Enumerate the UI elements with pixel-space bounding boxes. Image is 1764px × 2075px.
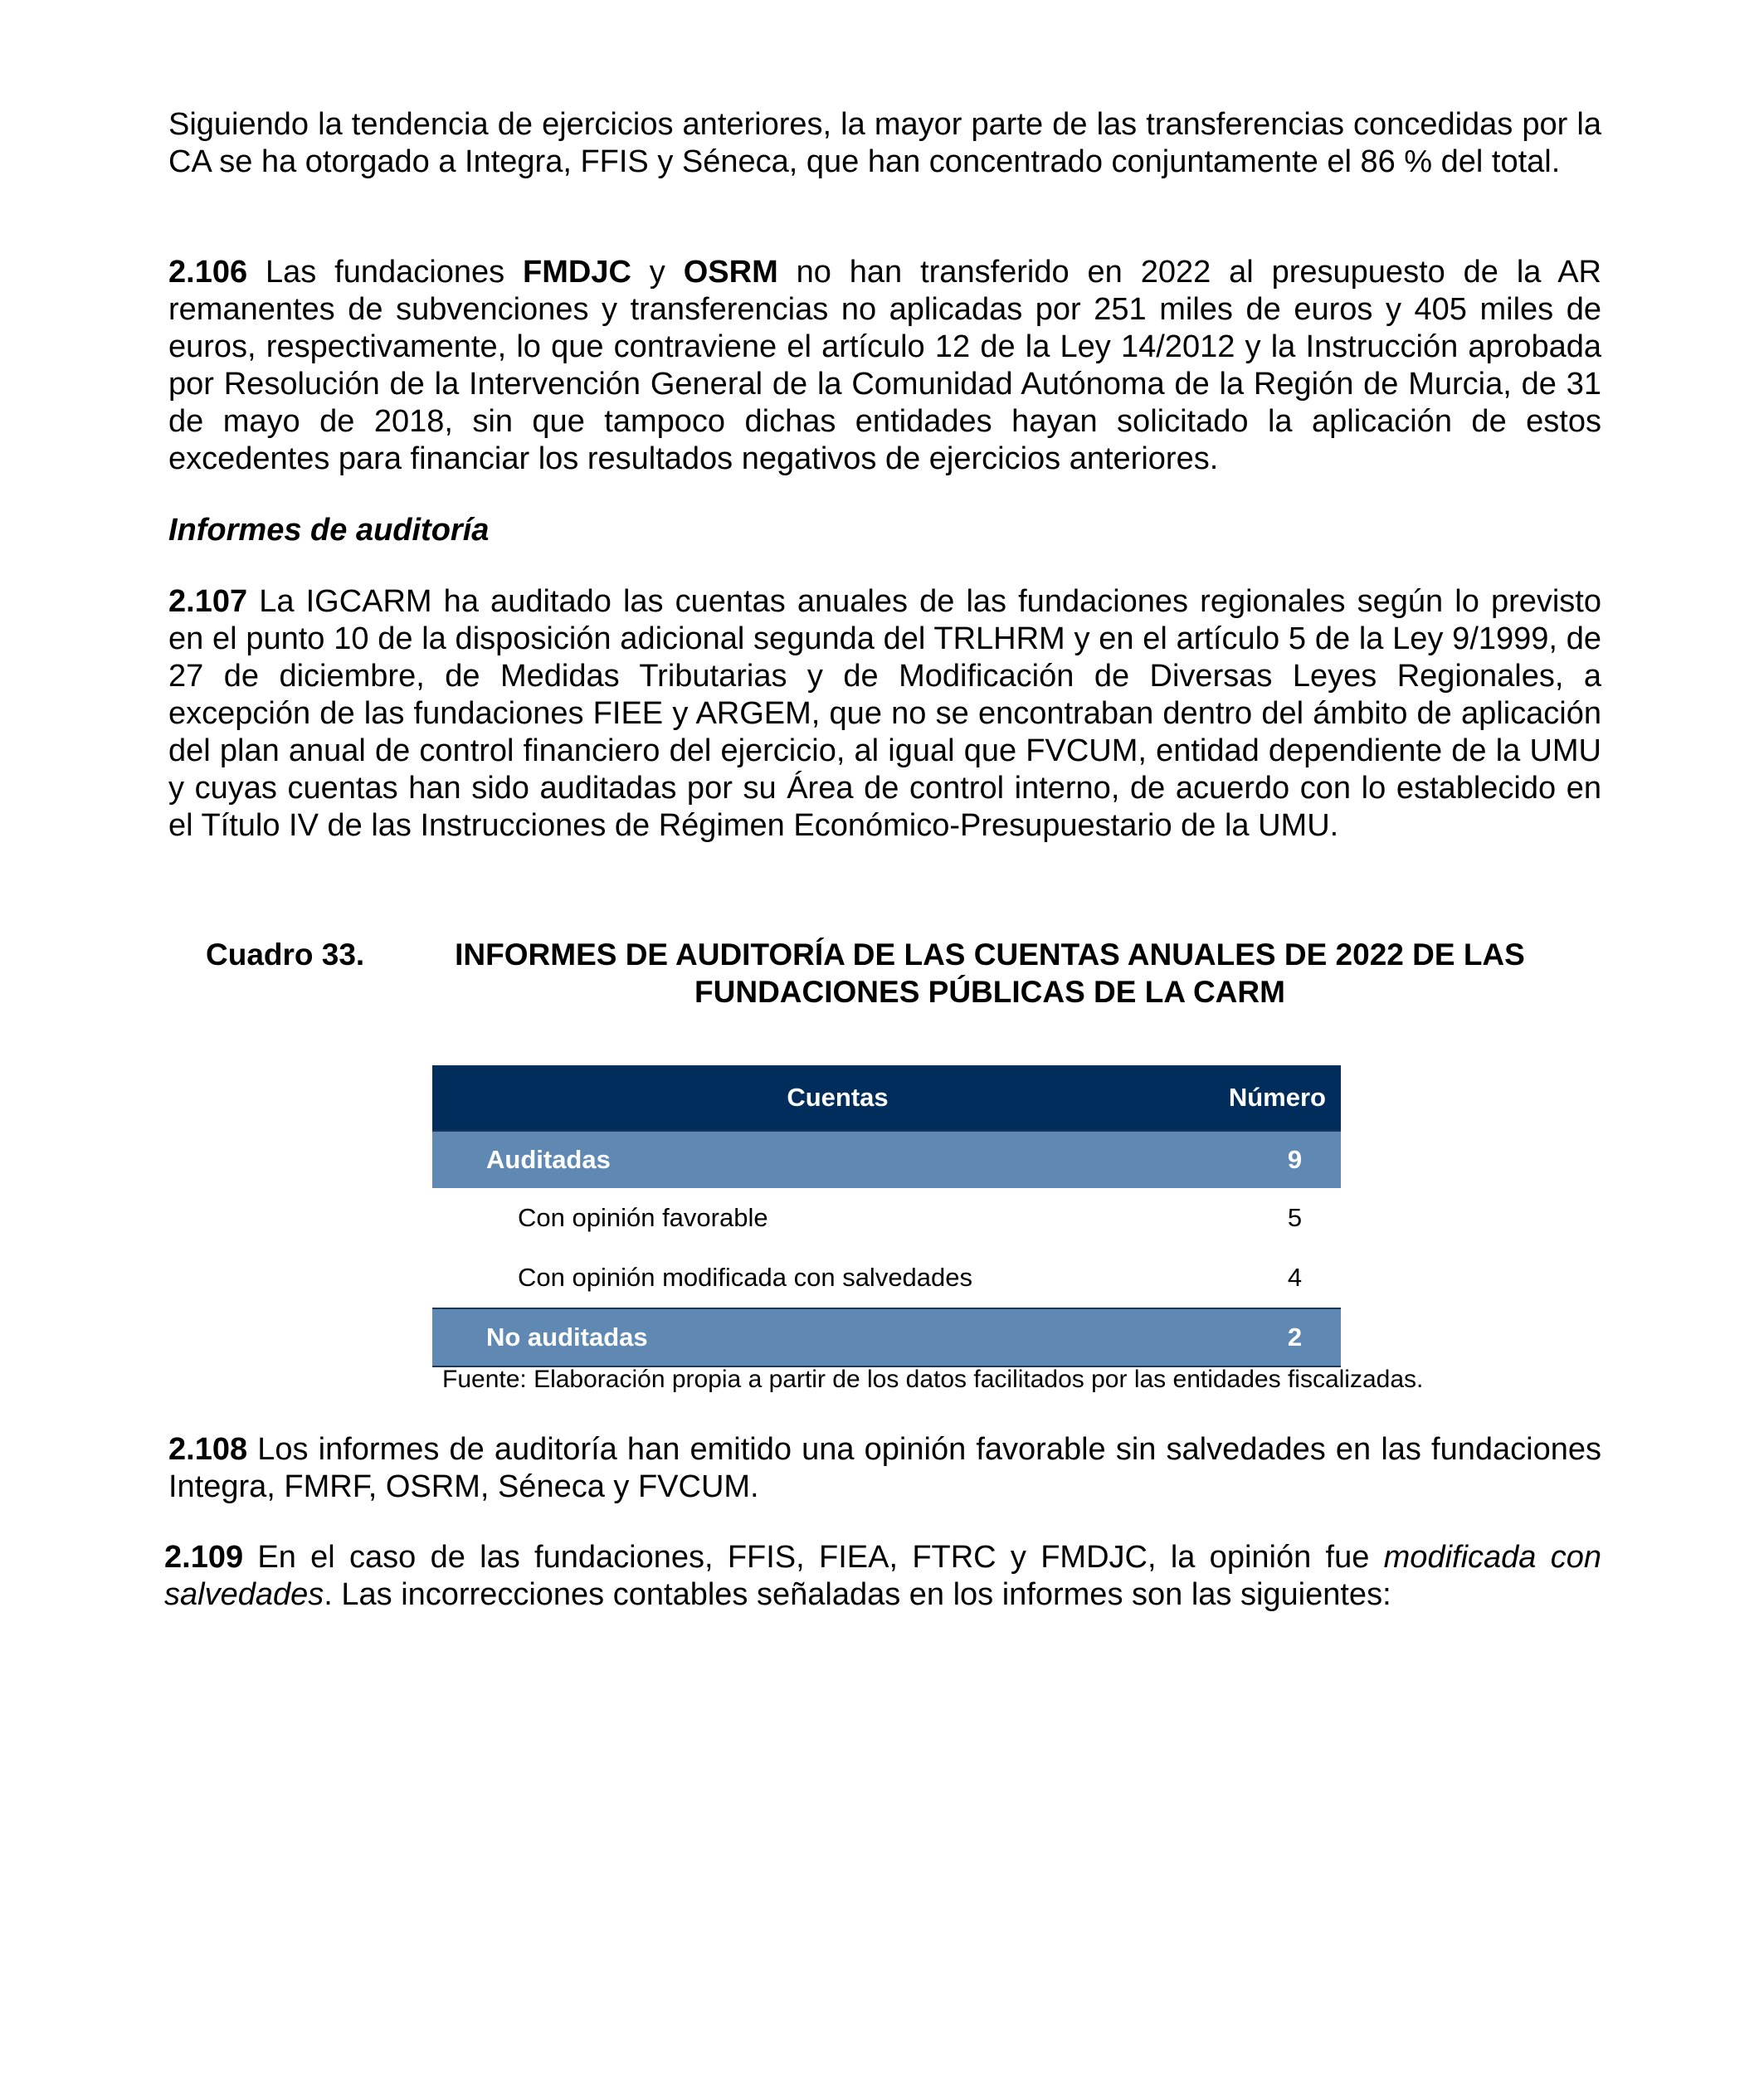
row-value: 9	[1193, 1131, 1341, 1188]
paragraph-intro: Siguiendo la tendencia de ejercicios anteriores, la mayor parte de las transferencias concedidas por la CA se ha otorgado a Integra, FFIS y Séneca, que han concentrado conjuntamente el 86 % del total.	[168, 107, 1601, 179]
table-row-favorable	[432, 1188, 1341, 1248]
row-value: 2	[1193, 1308, 1341, 1366]
paragraph-text: Los informes de auditoría han emitido una opinión favorable sin salvedades en las fundaciones Integra, FMRF, OSRM, Séneca y FVCUM.	[168, 1432, 1601, 1504]
paragraph-text: La IGCARM ha auditado las cuentas anuales de las fundaciones regionales según lo previsto en el punto 10 de la disposición adicional segunda del TRLHRM y en el artículo 5 de la Ley 9/1999, de 27 de diciembre, de Medidas Tributarias y de Modificación de Diversas Leyes Regionales, a excepción de las fundaciones FIEE y ARGEM, que no se encontraban dentro del ámbito de aplicación del plan anual de control financiero del ejercicio, al igual que FVCUM, entidad dependiente de la UMU y cuyas cuentas han sido auditadas por su Área de control interno, de acuerdo con lo establecido en el Título IV de las Instrucciones de Régimen Económico-Presupuestario de la UMU.	[168, 584, 1601, 843]
row-label: No auditadas	[432, 1308, 1193, 1366]
audit-table	[432, 1065, 1341, 1367]
row-label: Con opinión modificada con salvedades	[518, 1263, 973, 1292]
paragraph-2-106	[168, 254, 1601, 478]
paragraph-number: 2.106	[168, 255, 248, 290]
table-number: Cuadro 33.	[206, 938, 365, 972]
table-row-auditadas	[432, 1131, 1341, 1188]
paragraph-text: no han transferido en 2022 al presupuesto de la AR remanentes de subvenciones y transferencias no aplicadas por 251 miles de euros y 405 miles de euros, respectivamente, lo que contraviene el artículo 12 de la Ley 14/2012 y la Instrucción aprobada por Resolución de la Intervención General de la Comunidad Autónoma de la Región de Murcia, de 31 de mayo de 2018, sin que tampoco dichas entidades hayan solicitado la aplicación de estos excedentes para financiar los resultados negativos de ejercicios anteriores.	[168, 255, 1601, 476]
paragraph-text: y	[631, 255, 684, 290]
header-numero: Número	[1193, 1065, 1341, 1131]
row-label: Auditadas	[432, 1131, 1193, 1188]
paragraph-2-108	[168, 1431, 1601, 1506]
paragraph-text: Las fundaciones	[247, 255, 524, 290]
paragraph-2-109	[164, 1539, 1601, 1614]
table-row-salvedades	[432, 1248, 1341, 1308]
table-source: Fuente: Elaboración propia a partir de los datos facilitados por las entidades fiscalizadas.	[442, 1366, 1424, 1393]
header-cuentas: Cuentas	[432, 1065, 1193, 1131]
section-heading: Informes de auditoría	[168, 513, 490, 548]
table-row-no-auditadas	[432, 1308, 1341, 1366]
paragraph-text: En el caso de las fundaciones, FFIS, FIEA, FTRC y FMDJC, la opinión fue	[243, 1540, 1384, 1575]
paragraph-number: 2.108	[168, 1432, 248, 1467]
emphasis-text: modificada con salvedades	[164, 1540, 1601, 1612]
paragraph-number: 2.109	[164, 1540, 244, 1575]
row-label: Con opinión favorable	[518, 1203, 768, 1232]
row-value: 4	[1287, 1263, 1303, 1292]
entity-osrm: OSRM	[683, 255, 778, 290]
paragraph-2-107	[168, 583, 1601, 845]
paragraph-text: . Las incorrecciones contables señaladas en los informes son las siguientes:	[324, 1577, 1391, 1612]
table-header-row	[432, 1065, 1341, 1131]
row-value: 5	[1287, 1203, 1303, 1232]
entity-fmdjc: FMDJC	[523, 255, 631, 290]
table-title: INFORMES DE AUDITORÍA DE LAS CUENTAS ANUALES DE 2022 DE LAS FUNDACIONES PÚBLICAS DE LA CARM	[455, 938, 1525, 1009]
paragraph-number: 2.107	[168, 584, 248, 619]
